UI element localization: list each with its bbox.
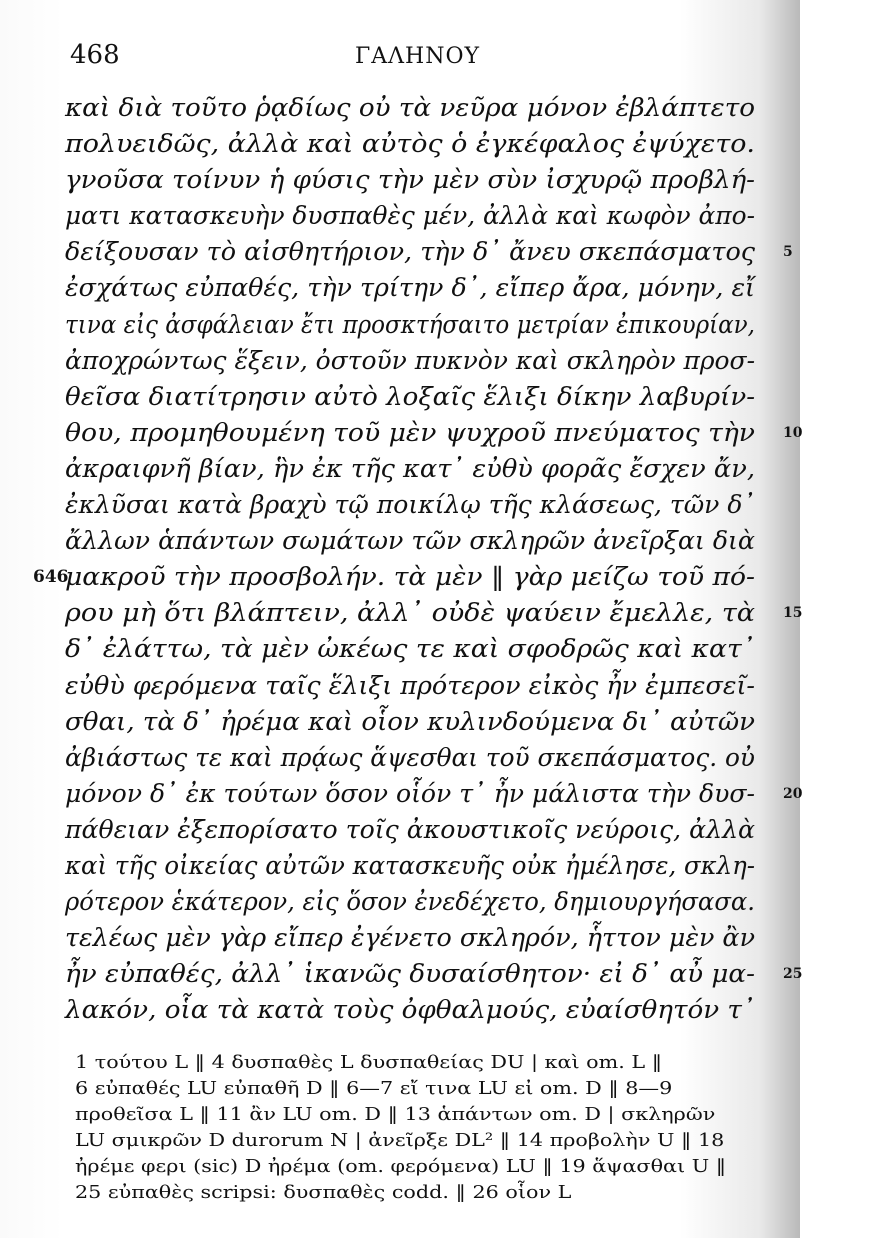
text-line [65,956,803,992]
text-line [65,812,765,848]
text-line [65,884,765,920]
text-line [65,848,765,884]
text-line-content: θου, προμηθουμένη τοῦ μὲν ψυχροῦ πνεύματος τὴν [65,417,755,447]
text-line-content: ἄλλων ἁπάντων σωμάτων τῶν σκληρῶν ἀνεῖρξαι διὰ [65,526,755,556]
text-line [65,992,765,1028]
apparatus-line: 6 εὐπαθές LU εὐπαθῆ D ‖ 6—7 εἴ τινα LU εἰ om. D ‖ 8—9 [75,1078,673,1099]
text-line-content: ἐκλῦσαι κατὰ βραχὺ τῷ ποικίλῳ τῆς κλάσεως, τῶν δ᾿ [65,490,755,520]
text-line [65,415,803,451]
text-line-content: τινα εἰς ἀσφάλειαν ἔτι προσκτήσαιτο μετρίαν ἐπικουρίαν, [65,309,755,339]
text-line [65,270,765,306]
apparatus-line: 25 εὐπαθὲς scripsi: δυσπαθὲς codd. ‖ 26 οἷον L [75,1182,572,1203]
text-line-content: δείξουσαν τὸ αἰσθητήριον, τὴν δ᾿ ἄνευ σκεπάσματος [65,237,755,267]
text-line [65,776,803,812]
text-line-content: ρότερον ἑκάτερον, εἰς ὅσον ἐνεδέχετο, δημιουργήσασα. [65,887,755,917]
text-line-content: ρου μὴ ὅτι βλάπτειν, ἀλλ᾿ οὐδὲ ψαύειν ἔμελλε, τὰ [65,598,755,628]
text-line-content: ἀκραιφνῆ βίαν, ἣν ἐκ τῆς κατ᾿ εὐθὺ φορᾶς ἔσχεν ἄν, [65,453,755,483]
text-line-content: πολυειδῶς, ἀλλὰ καὶ αὐτὸς ὁ ἐγκέφαλος ἐψύχετο. [65,129,755,159]
text-line-content: καὶ τῆς οἰκείας αὐτῶν κατασκευῆς οὐκ ἠμέλησε, σκλη- [65,850,755,880]
text-line [33,559,765,595]
main-text [33,90,803,1028]
critical-apparatus [75,1050,775,1206]
text-line-content: μακροῦ τὴν προσβολήν. τὰ μὲν ‖ γὰρ μείζω τοῦ πό- [65,562,755,592]
text-line-content: γνοῦσα τοίνυν ἡ φύσις τὴν μὲν σὺν ἰσχυρῷ προβλή- [65,165,755,195]
text-line [65,631,765,667]
page-header [70,40,760,80]
text-line [65,740,765,776]
text-line [65,379,765,415]
text-line [65,162,765,198]
line-number: 15 [783,605,803,622]
text-line [65,704,765,740]
apparatus-line: ἠρέμε φερι (sic) D ἠρέμα (om. φερόμενα) LU ‖ 19 ἅψασθαι U ‖ [75,1156,727,1177]
line-number: 5 [783,244,793,261]
text-line [65,198,765,234]
apparatus-line: 1 τούτου L ‖ 4 δυσπαθὲς L δυσπαθείας DU | καὶ om. L ‖ [75,1052,663,1073]
text-line-content: ἦν εὐπαθές, ἀλλ᾿ ἱκανῶς δυσαίσθητον· εἰ δ᾿ αὖ μα- [65,959,755,989]
line-number: 10 [783,424,803,441]
line-number: 20 [783,785,803,802]
running-head: ΓΑΛΗΝΟΥ [355,44,481,69]
text-line-content: εὐθὺ φερόμενα ταῖς ἕλιξι πρότερον εἰκὸς ἦν ἐμπεσεῖ- [65,670,755,700]
text-line-content: πάθειαν ἐξεπορίσατο τοῖς ἀκουστικοῖς νεύροις, ἀλλὰ [65,814,756,844]
text-line-content: ἀβιάστως τε καὶ πρᾴως ἅψεσθαι τοῦ σκεπάσματος. οὐ [65,742,755,772]
text-line-content: ἀποχρώντως ἕξειν, ὀστοῦν πυκνὸν καὶ σκληρὸν προσ- [65,345,755,375]
text-line-content: δ᾿ ἐλάττω, τὰ μὲν ὠκέως τε καὶ σφοδρῶς καὶ κατ᾿ [65,634,755,664]
text-line-content: σθαι, τὰ δ᾿ ἠρέμα καὶ οἷον κυλινδούμενα δι᾿ αὐτῶν [65,706,755,736]
text-line [65,307,765,343]
text-line [65,487,765,523]
text-line-content: μόνον δ᾿ ἐκ τούτων ὅσον οἷόν τ᾿ ἦν μάλιστα τὴν δυσ- [65,778,755,808]
text-line-content: ἐσχάτως εὐπαθές, τὴν τρίτην δ᾿, εἴπερ ἄρα, μόνην, εἴ [65,273,755,303]
line-number: 25 [783,966,803,983]
page-number: 468 [70,40,120,70]
text-line [65,920,765,956]
text-line [65,234,793,270]
text-line [65,523,765,559]
text-line-content: τελέως μὲν γὰρ εἴπερ ἐγένετο σκληρόν, ἧττον μὲν ἂν [65,923,755,953]
text-line [65,668,765,704]
text-line [65,126,765,162]
margin-reference-number: 646 [33,567,69,588]
text-line [65,595,803,631]
text-line [65,451,765,487]
text-line-content: καὶ διὰ τοῦτο ῥᾳδίως οὐ τὰ νεῦρα μόνον ἐβλάπτετο [65,93,755,122]
text-line [65,343,765,379]
text-line-content: θεῖσα διατίτρησιν αὐτὸ λοξαῖς ἕλιξι δίκην λαβυρίν- [65,381,755,411]
text-line-content: ματι κατασκευὴν δυσπαθὲς μέν, ἀλλὰ καὶ κωφὸν ἀπο- [65,201,755,231]
text-line-content: λακόν, οἷα τὰ κατὰ τοὺς ὀφθαλμούς, εὐαίσθητόν τ᾿ [65,995,756,1025]
apparatus-line: LU σμικρῶν D durorum N | ἀνεῖρξε DL² ‖ 14 προβολὴν U ‖ 18 [75,1130,725,1151]
text-line [65,90,765,126]
apparatus-line: προθεῖσα L ‖ 11 ἂν LU om. D ‖ 13 ἁπάντων om. D | σκληρῶν [75,1104,716,1125]
